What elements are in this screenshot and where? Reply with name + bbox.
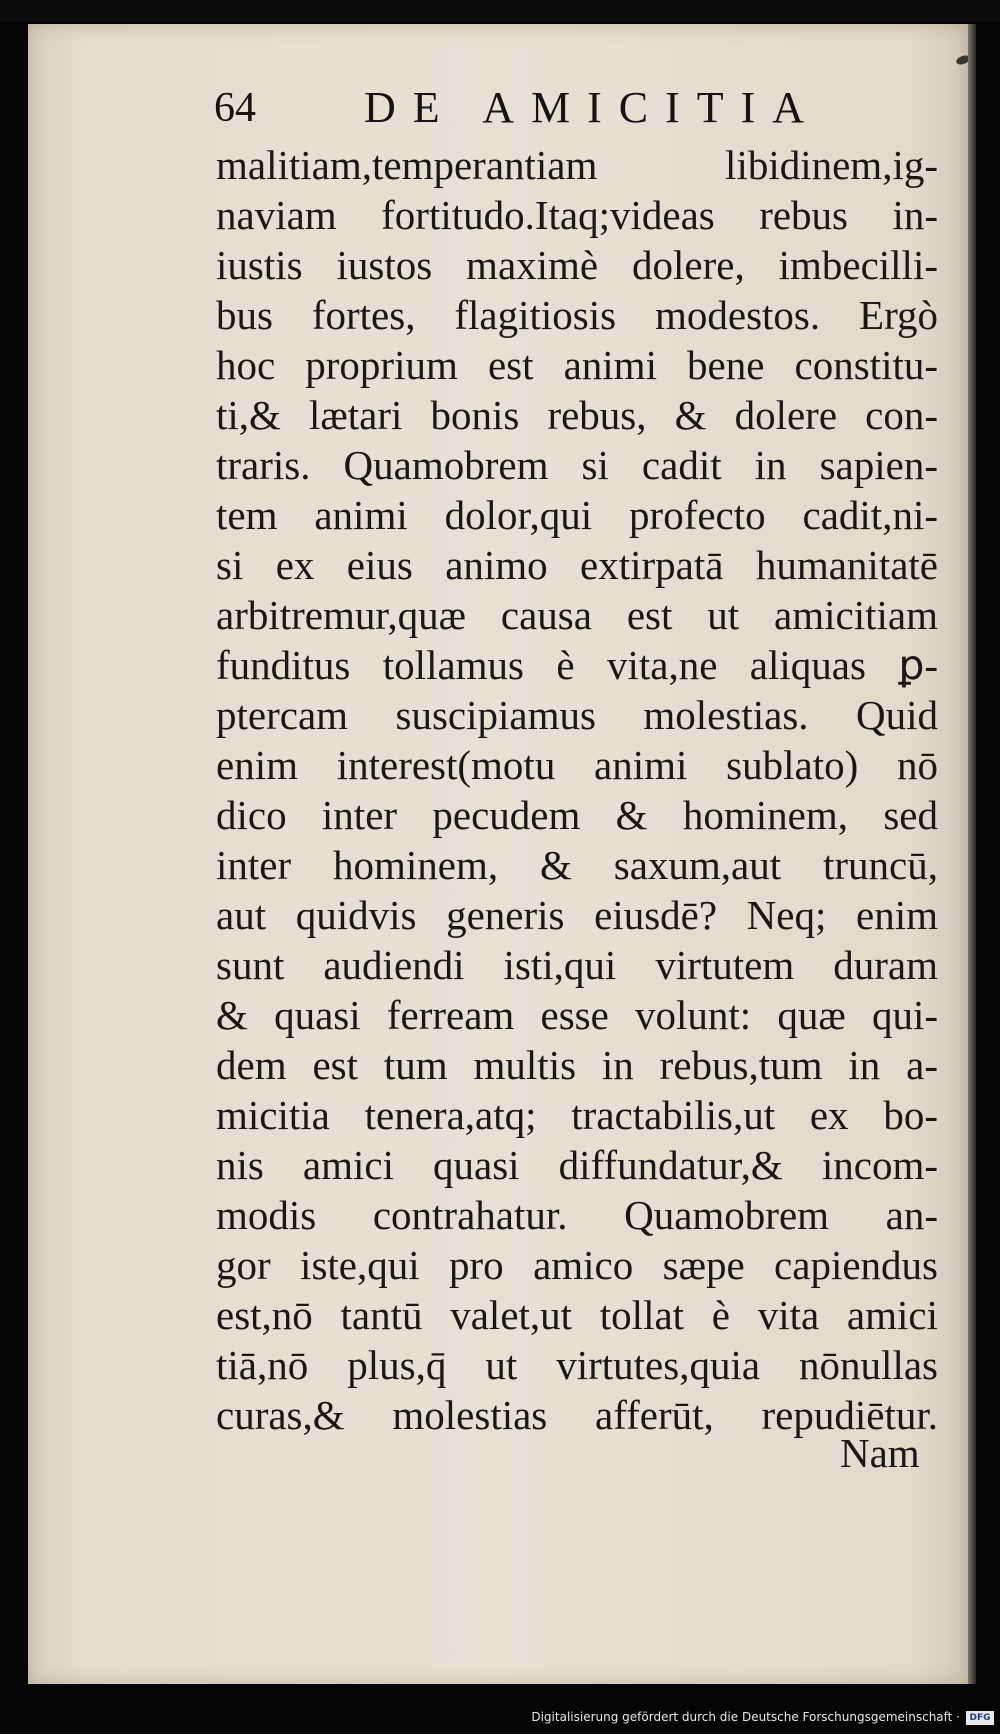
footer-bar (0, 1704, 1000, 1734)
text-line: dem est tum multis in rebus,tum in a- (216, 1042, 938, 1088)
ink-mark (955, 54, 971, 66)
funding-credit: Digitalisierung gefördert durch die Deutsche Forschungsgemeinschaft · (531, 1710, 960, 1724)
page-header (214, 78, 854, 138)
text-line: malitiam,temperantiam libidinem,ig- (216, 142, 938, 188)
text-line: arbitremur,quæ causa est ut amicitiam (216, 592, 938, 638)
text-line: nis amici quasi diffundatur,& incom- (216, 1142, 938, 1188)
text-line: iustis iustos maximè dolere, imbecilli- (216, 242, 938, 288)
page-number: 64 (214, 85, 256, 131)
dfg-logo: DFG (966, 1711, 994, 1725)
scanner-top-band (0, 0, 1000, 22)
body-text (216, 140, 938, 1440)
text-line: est,nō tantū valet,ut tollat è vita amici (216, 1292, 938, 1338)
text-line: enim interest(motu animi sublato) nō (216, 742, 938, 788)
text-line: ti,& lætari bonis rebus, & dolere con- (216, 392, 938, 438)
text-line: tiā,nō plus,q̄ ut virtutes,quia nōnullas (216, 1342, 938, 1388)
text-line: micitia tenera,atq; tractabilis,ut ex bo- (216, 1092, 938, 1138)
text-line: modis contrahatur. Quamobrem an- (216, 1192, 938, 1238)
text-line: naviam fortitudo.Itaq;videas rebus in- (216, 192, 938, 238)
text-line: tem animi dolor,qui profecto cadit,ni- (216, 492, 938, 538)
text-line: dico inter pecudem & hominem, sed (216, 792, 938, 838)
text-line: bus fortes, flagitiosis modestos. Ergò (216, 292, 938, 338)
text-line: gor iste,qui pro amico sæpe capiendus (216, 1242, 938, 1288)
catchword: Nam (840, 1430, 920, 1476)
text-line: ptercam suscipiamus molestias. Quid (216, 692, 938, 738)
text-line: aut quidvis generis eiusdē? Neq; enim (216, 892, 938, 938)
text-line: si ex eius animo extirpatā humanitatē (216, 542, 938, 588)
text-line: inter hominem, & saxum,aut truncū, (216, 842, 938, 888)
text-line: curas,& molestias afferūt, repudiētur. (216, 1392, 938, 1438)
text-line: & quasi ferream esse volunt: quæ qui- (216, 992, 938, 1038)
text-line: traris. Quamobrem si cadit in sapien- (216, 442, 938, 488)
text-line: funditus tollamus è vita,ne aliquas ꝑ- (216, 642, 938, 688)
running-title: DE AMICITIA (364, 83, 822, 132)
text-line: hoc proprium est animi bene constitu- (216, 342, 938, 388)
text-line: sunt audiendi isti,qui virtutem duram (216, 942, 938, 988)
